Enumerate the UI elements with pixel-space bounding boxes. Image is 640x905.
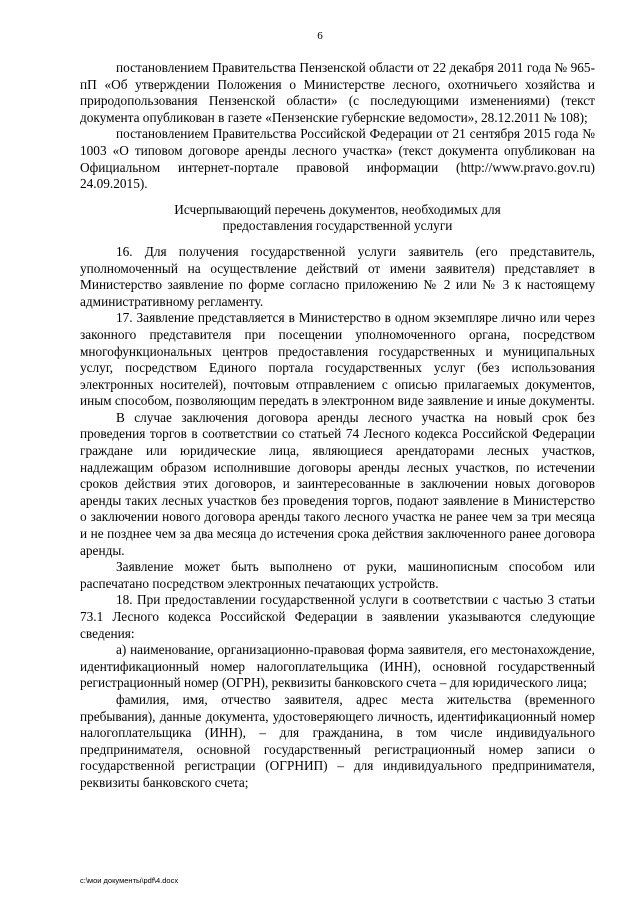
paragraph: постановлением Правительства Пензенской области от 22 декабря 2011 года № 965-пП «Об утверждении Положения о Министерстве лесного, охотничьего хозяйства и природопользования Пензенской области» (с последующими изменениями) (текст документа опубликован в газете «Пензенские губернские ведомости», 28.12.2011 № 108); xyxy=(80,60,595,125)
paragraph: Заявление может быть выполнено от руки, машинописным способом или распечатано посредством электронных печатающих устройств. xyxy=(80,559,595,591)
paragraph: 16. Для получения государственной услуги заявитель (его представитель, уполномоченный на осуществление действий от имени заявителя) представляет в Министерство заявление по форме согласно приложению № 2 или № 3 к настоящему административному регламенту. xyxy=(80,243,595,309)
paragraph: 17. Заявление представляется в Министерство в одном экземпляре лично или через законного представителя при посещении уполномоченного органа, посредством многофункциональных центров предоставления государственных и муниципальных услуг, посредством Единого портала государственных услуг (без использования электронных носителей), почтовым отправлением с описью прилагаемых документов, иным способом, позволяющим передать в электронном виде заявление и иные документы. xyxy=(80,310,595,409)
paragraph: а) наименование, организационно-правовая форма заявителя, его местонахождение, идентификационный номер налогоплательщика (ИНН), основной государственный регистрационный номер (ОГРН), реквизиты банковского счета – для юридического лица; xyxy=(80,642,595,691)
file-path-footer: c:\мои документы\pdf\4.docx xyxy=(80,876,179,885)
paragraph: 18. При предоставлении государственной услуги в соответствии с частью 3 статьи 73.1 Лесного кодекса Российской Федерации в заявлении указываются следующие сведения: xyxy=(80,592,595,641)
paragraph: фамилия, имя, отчество заявителя, адрес места жительства (временного пребывания), данные документа, удостоверяющего личность, идентификационный номер налогоплательщика (ИНН), – для гражданина, в том числе индивидуального предпринимателя, основной государственный регистрационный номер записи о государственной регистрации (ОГРНИП) – для индивидуального предпринимателя, реквизиты банковского счета; xyxy=(80,691,595,790)
page-number: 6 xyxy=(317,30,323,42)
section-heading xyxy=(80,202,595,235)
paragraph: постановлением Правительства Российской Федерации от 21 сентября 2015 года № 1003 «О типовом договоре аренды лесного участка» (текст документа опубликован на Официальном интернет-портале правовой информации (http://www.pravo.gov.ru) 24.09.2015). xyxy=(80,126,595,192)
document-body xyxy=(80,60,595,792)
paragraph: В случае заключения договора аренды лесного участка на новый срок без проведения торгов в соответствии со статьей 74 Лесного кодекса Российской Федерации граждане или юридические лица, являющиеся арендаторами лесных участков, надлежащим образом исполнившие договоры аренды лесных участков, по истечении сроков действия этих договоров, и заинтересованные в заключении новых договоров аренды таких лесных участков без проведения торгов, подают заявление в Министерство о заключении нового договора аренды такого лесного участка не ранее чем за три месяца и не позднее чем за два месяца до истечения срока действия заключенного ранее договора аренды. xyxy=(80,409,595,558)
section-heading-line: предоставления государственной услуги xyxy=(222,218,453,234)
section-heading-line: Исчерпывающий перечень документов, необходимых для xyxy=(174,201,501,217)
